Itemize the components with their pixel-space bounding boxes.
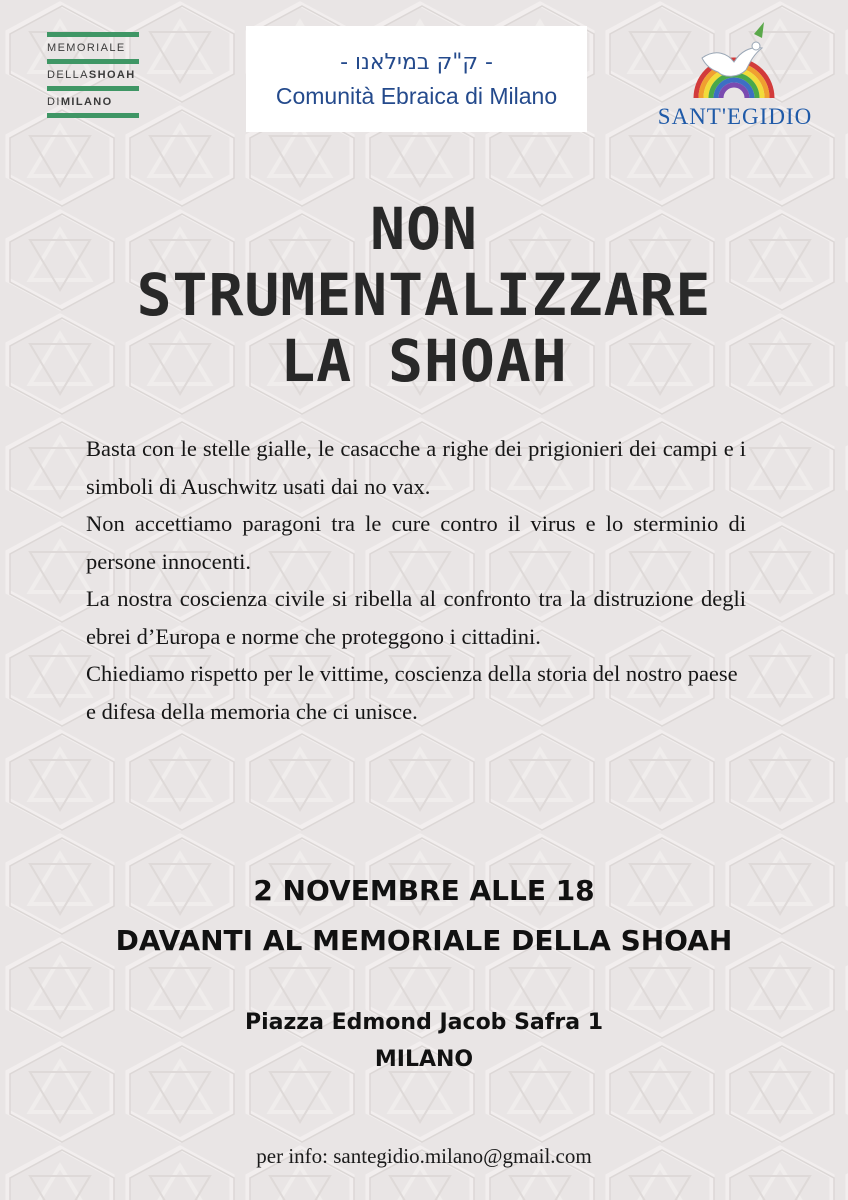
paragraph-3: La nostra coscienza civile si ribella al confronto tra la distruzione degli ebrei d’Europa e norme che proteggono i cittadini.	[86, 586, 746, 649]
paragraph-1: Basta con le stelle gialle, le casacche a righe dei prigionieri dei campi e i simboli di Auschwitz usati dai no vax.	[86, 436, 746, 499]
comunita-hebrew: - ק"ק במילאנו -	[340, 50, 493, 75]
comunita-name: Comunità Ebraica di Milano	[275, 83, 558, 109]
event-place: DAVANTI AL MEMORIALE DELLA SHOAH	[115, 924, 733, 957]
event-address	[0, 1004, 848, 1078]
headline	[0, 196, 848, 394]
santegidio-name: SANT'EGIDIO	[657, 104, 813, 129]
logo-line	[47, 64, 139, 86]
address-street: Piazza Edmond Jacob Safra 1	[244, 1010, 604, 1035]
logo-text-memoriale: MEMORIALE	[47, 42, 126, 54]
headline-line-3: LA SHOAH	[280, 327, 568, 395]
logo-bar	[47, 113, 139, 118]
event-date: 2 NOVEMBRE ALLE 18	[253, 874, 595, 907]
memoriale-logo	[47, 32, 139, 118]
address-city: MILANO	[374, 1047, 474, 1072]
logo-text-shoah: SHOAH	[88, 69, 136, 81]
logo-line	[47, 91, 139, 113]
paragraph-4: Chiediamo rispetto per le vittime, coscienza della storia del nostro paese e difesa della memoria che ci unisce.	[86, 661, 738, 724]
headline-line-1: NON	[370, 195, 478, 263]
santegidio-logo	[640, 18, 830, 133]
statement-body	[86, 430, 746, 730]
comunita-logo	[246, 26, 587, 132]
logo-line	[47, 37, 139, 59]
logo-text-della: DELLA	[47, 69, 89, 81]
logo-text-di: DI	[47, 96, 61, 108]
event-details	[0, 866, 848, 966]
dove-rainbow-icon	[688, 18, 780, 104]
headline-line-2: STRUMENTALIZZARE	[136, 261, 712, 329]
paragraph-2: Non accettiamo paragoni tra le cure contro il virus e lo sterminio di persone innocenti.	[86, 511, 746, 574]
logo-text-milano: MILANO	[60, 96, 113, 108]
contact-info: per info: santegidio.milano@gmail.com	[256, 1144, 592, 1168]
